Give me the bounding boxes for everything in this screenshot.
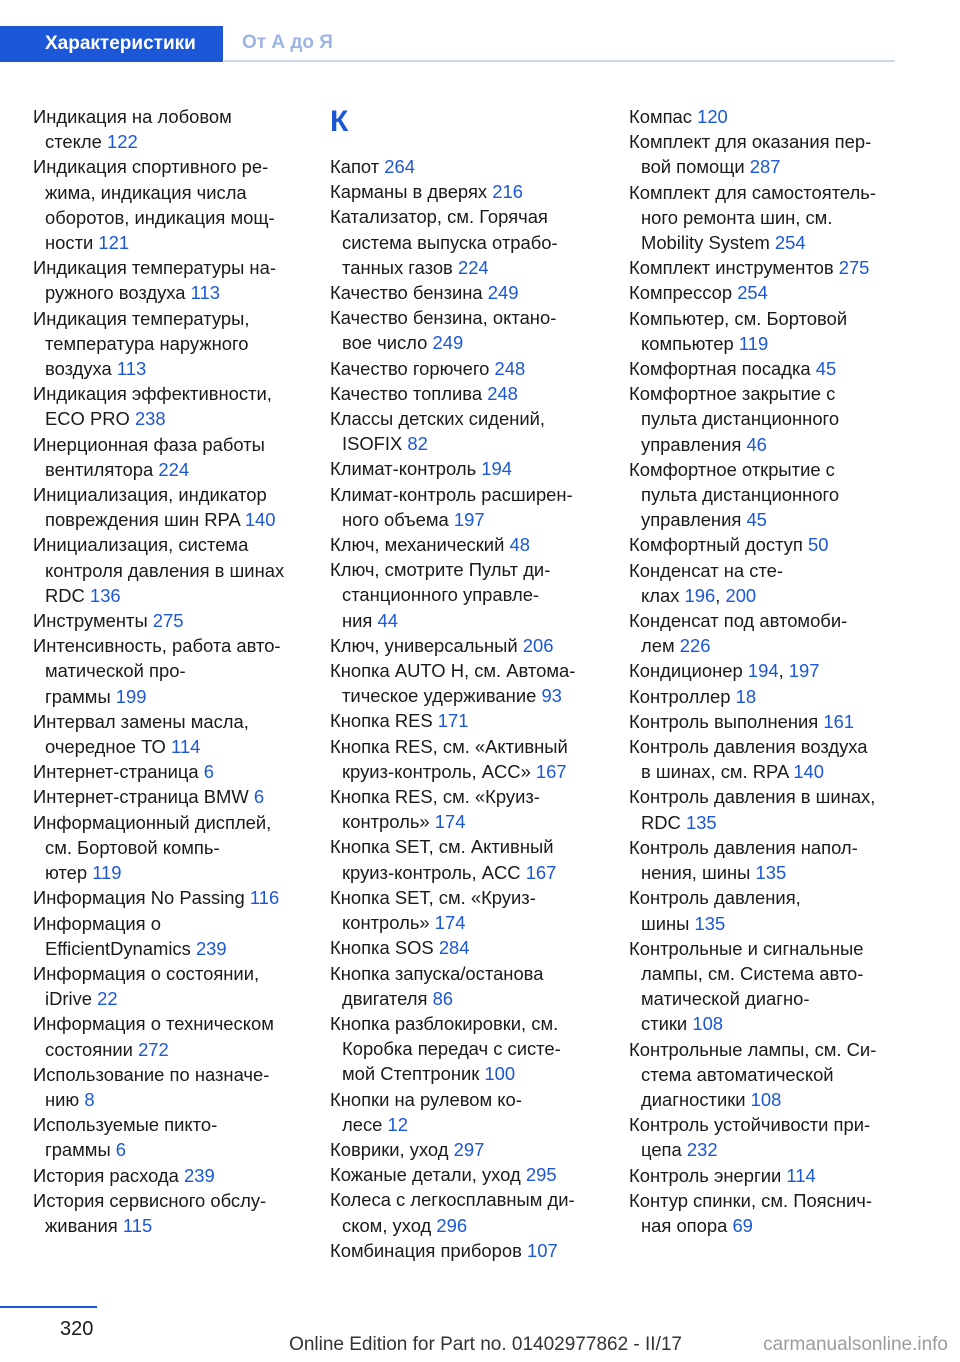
entry-text: Кнопка SET, см. Активный круиз-контроль, ACC [330, 836, 554, 883]
page-link[interactable]: 224 [158, 458, 190, 480]
page-link[interactable]: 135 [755, 862, 787, 884]
entry-text: Индикация температуры на‐ ружного воздуха [33, 257, 276, 304]
entry-text: Капот [330, 156, 380, 177]
index-entry [33, 532, 303, 608]
page-link[interactable]: 107 [527, 1239, 558, 1261]
page-link[interactable]: 18 [735, 685, 757, 707]
entry-text: Компас [629, 106, 692, 127]
page-link[interactable]: 199 [115, 685, 147, 707]
page-link[interactable]: 122 [106, 131, 138, 153]
page-link[interactable]: 6 [115, 1139, 127, 1161]
index-entry [629, 129, 899, 179]
entry-text: Конденсат под автомоби‐ лем [629, 610, 848, 657]
entry-text: Контроллер [629, 685, 731, 707]
index-entry [33, 709, 303, 759]
entry-text: Комфортная посадка [629, 358, 811, 380]
entry-text: Кожаные детали, уход [330, 1164, 521, 1186]
index-entry [330, 1011, 600, 1087]
index-column-1 [33, 104, 303, 1238]
index-entry [33, 911, 303, 961]
index-entry [330, 1137, 600, 1162]
page-link[interactable]: 161 [823, 710, 855, 732]
index-entry [629, 835, 899, 885]
index-entry [33, 432, 303, 482]
index-entry [330, 482, 600, 532]
page-link[interactable]: 197 [453, 508, 485, 530]
page-link[interactable]: 239 [183, 1164, 215, 1186]
index-entry [330, 280, 600, 305]
index-entry [629, 1163, 899, 1188]
entry-text: Использование по назначе‐ нию [33, 1063, 270, 1110]
index-entry [33, 759, 303, 784]
entry-text: Информация о EfficientDynamics [33, 912, 191, 959]
index-entry [629, 885, 899, 935]
entry-text: Комбинация приборов [330, 1239, 522, 1261]
header [0, 26, 895, 62]
entry-text: Кнопка RES [330, 710, 433, 732]
tab-a-to-z[interactable]: От А до Я [224, 26, 895, 62]
page-link[interactable]: 86 [432, 987, 454, 1009]
page-link[interactable]: 167 [525, 861, 557, 883]
entry-text: Качество горючего [330, 357, 490, 379]
entry-text: Интервал замены масла, очередное ТО [33, 710, 249, 758]
entry-text: Индикация спортивного ре‐ жима, индикация числа оборотов, индикация мощ‐ ности [33, 156, 275, 254]
entry-text: Инерционная фаза работы вентилятора [33, 433, 265, 480]
index-entry [629, 1037, 899, 1113]
page-link[interactable]: 248 [487, 382, 518, 404]
page-link[interactable]: 206 [522, 634, 554, 656]
entry-text: Кнопка AUTO H, см. Автома‐ тическое удерживание [330, 660, 576, 707]
index-entry [330, 961, 600, 1011]
page-link[interactable]: 171 [437, 710, 469, 732]
entry-text: Кондиционер [629, 660, 743, 682]
entry-text: Контрольные и сигнальные лампы, см. Система авто‐ матической диагно‐ стики [629, 937, 864, 1035]
page-link[interactable]: 48 [509, 534, 530, 556]
index-entry [629, 734, 899, 784]
entry-text: Индикация эффективности, ECO PRO [33, 383, 272, 430]
page-link[interactable]: 239 [195, 937, 227, 959]
index-entry [33, 784, 303, 809]
index-entry [33, 255, 303, 305]
entry-text: Используемые пикто‐ граммы [33, 1114, 218, 1161]
page-link[interactable]: 200 [725, 584, 757, 606]
entry-text: Индикация температуры, температура наружного воздуха [33, 307, 250, 380]
page-link[interactable]: 135 [685, 811, 717, 833]
entry-text: Колеса с легкосплавным ди‐ ском, уход [330, 1189, 575, 1236]
index-entry [330, 532, 600, 557]
entry-text: Кнопка RES, см. «Круиз- контроль» [330, 786, 540, 833]
entry-text: Кнопка RES, см. «Активный круиз-контроль, ACC» [330, 735, 568, 782]
index-entry [629, 356, 899, 381]
entry-text: Информация о техническом состоянии [33, 1013, 274, 1060]
entry-text: Кнопка запуска/останова двигателя [330, 962, 544, 1009]
entry-text: Карманы в дверях [330, 181, 488, 203]
entry-text: Интенсивность, работа авто‐ матической про‐ граммы [33, 635, 281, 707]
index-entry [629, 1112, 899, 1162]
index-entry: Кондиционер 194, 197 [629, 660, 820, 682]
entry-text: Климат-контроль расширен‐ ного объема [330, 483, 573, 530]
page-link[interactable]: 93 [541, 685, 562, 707]
index-entry [33, 154, 303, 255]
page-link[interactable]: 249 [487, 282, 519, 304]
index-entry [330, 456, 600, 481]
index-entry [629, 784, 899, 834]
index-entry [330, 557, 600, 633]
index-entry [629, 1188, 899, 1238]
entry-text: Контур спинки, см. Пояснич‐ ная опора [629, 1189, 872, 1236]
entry-text: Качество топлива [330, 382, 483, 404]
entry-text: Компрессор [629, 282, 733, 304]
entry-text: Комплект для самостоятель‐ ного ремонта шин, см. Mobility System [629, 181, 876, 254]
tab-characteristics[interactable]: Характеристики [0, 26, 223, 62]
entry-text: Конденсат на сте‐ клах [629, 559, 784, 606]
index-entry [330, 1162, 600, 1187]
page-link[interactable]: 108 [692, 1013, 724, 1035]
page-link[interactable]: 45 [746, 509, 767, 531]
page-link[interactable]: 136 [89, 584, 121, 606]
entry-text: Компьютер, см. Бортовой компьютер [629, 307, 848, 354]
page-link[interactable]: 115 [122, 1214, 153, 1236]
entry-text: Контроль выполнения [629, 710, 819, 732]
page-link[interactable]: 119 [92, 862, 122, 884]
index-entry [33, 1188, 303, 1238]
entry-text: Информация о состоянии, iDrive [33, 962, 260, 1010]
entry-text: Контроль давления воздуха в шинах, см. RPA [629, 736, 868, 783]
entry-text: Инициализация, система контроля давления в шинах RDC [33, 534, 285, 606]
page-link[interactable]: 196 [684, 584, 716, 606]
index-entry [33, 306, 303, 382]
page-link[interactable]: 140 [244, 509, 276, 531]
index-entry [330, 406, 600, 456]
entry-text: Комплект инструментов [629, 257, 834, 279]
page-link[interactable]: 114 [786, 1164, 816, 1186]
entry-text: Комфортное закрытие с пульта дистанционного управления [629, 383, 840, 455]
entry-text: Кнопки на рулевом ко‐ лесе [330, 1088, 522, 1135]
entry-text: Катализатор, см. Горячая система выпуска отрабо‐ танных газов [330, 206, 558, 278]
index-entry [629, 104, 899, 129]
index-entry [330, 381, 600, 406]
page-link[interactable]: 135 [694, 912, 726, 934]
index-entry [330, 154, 600, 179]
index-entry [330, 1087, 600, 1137]
entry-text: Контрольные лампы, см. Си‐ стема автоматической диагностики [629, 1038, 877, 1110]
index-entry [629, 306, 899, 356]
entry-text: История расхода [33, 1164, 179, 1186]
index-column-3 [629, 104, 899, 1238]
page-link[interactable]: 284 [438, 937, 470, 959]
entry-text: История сервисного обслу‐ живания [33, 1189, 267, 1236]
entry-text: Контроль энергии [629, 1164, 782, 1186]
index-entry [33, 482, 303, 532]
page-link[interactable]: 248 [494, 357, 526, 379]
page-link[interactable]: 12 [387, 1113, 408, 1135]
entry-text: Комплект для оказания пер‐ вой помощи [629, 131, 872, 178]
index-entry [33, 961, 303, 1011]
index-entry [330, 734, 600, 784]
page-link[interactable]: 50 [808, 534, 829, 556]
index-entry [33, 1011, 303, 1061]
edition-info: Online Edition for Part no. 01402977862 - II/17 [289, 1334, 682, 1355]
index-entry [33, 104, 303, 154]
page-link[interactable]: 254 [737, 282, 768, 304]
index-entry [629, 684, 899, 709]
page-link[interactable]: 287 [749, 156, 781, 178]
section-letter: К [330, 105, 349, 138]
page-link[interactable]: 296 [436, 1214, 468, 1236]
entry-text: Комфортное открытие с пульта дистанционного управления [629, 458, 840, 531]
entry-text: Ключ, смотрите Пульт ди‐ станционного управле‐ ния [330, 559, 551, 631]
index-entry [330, 1238, 600, 1263]
index-column-2 [330, 104, 600, 1263]
index-entry [330, 658, 600, 708]
index-entry [330, 633, 600, 658]
page-link[interactable]: 116 [249, 887, 280, 909]
entry-text: Кнопка разблокировки, см. Коробка передач с систе‐ мой Стептроник [330, 1012, 561, 1085]
index-entry [330, 885, 600, 935]
page-link[interactable]: 226 [679, 635, 711, 657]
page-link[interactable]: 120 [697, 106, 728, 127]
page-link[interactable]: 6 [203, 761, 214, 783]
index-entry [629, 457, 899, 533]
page-link[interactable]: 264 [384, 156, 415, 177]
entry-text: Информация No Passing [33, 887, 245, 909]
page-link[interactable]: 167 [535, 760, 567, 782]
page-link[interactable]: 100 [484, 1063, 516, 1085]
page-link[interactable]: 45 [815, 358, 837, 380]
entry-text: Качество бензина, октано‐ вое число [330, 307, 557, 354]
page-link[interactable]: 6 [253, 786, 265, 808]
watermark: carmanualsonline.info [763, 1334, 948, 1355]
index-entry [33, 1062, 303, 1112]
entry-text: Информационный дисплей, см. Бортовой компь‐ ютер [33, 811, 272, 884]
page-link[interactable]: 8 [84, 1088, 95, 1110]
page-link[interactable]: 114 [170, 736, 201, 758]
page-link[interactable]: 275 [152, 610, 184, 632]
entry-text: Контроль давления в шинах, RDC [629, 786, 876, 833]
entry-text: Качество бензина [330, 282, 483, 304]
page-link[interactable]: 140 [793, 761, 825, 783]
index-entry [33, 1163, 303, 1188]
entry-text: Контроль устойчивости при‐ цепа [629, 1114, 871, 1161]
index-entry [330, 784, 600, 834]
index-entry [629, 936, 899, 1037]
page-link[interactable]: 249 [432, 332, 464, 354]
index-entry [33, 1112, 303, 1162]
entry-text: Ключ, универсальный [330, 634, 518, 656]
entry-text: Коврики, уход [330, 1138, 449, 1160]
page-link[interactable]: 232 [686, 1139, 718, 1161]
page-link[interactable]: 272 [138, 1038, 169, 1060]
page-link[interactable]: 69 [732, 1214, 753, 1236]
page-link[interactable]: 44 [377, 609, 398, 631]
page-link[interactable]: 113 [190, 282, 220, 304]
index-entry [33, 608, 303, 633]
index-entry [629, 255, 899, 280]
footer-divider [0, 1306, 97, 1308]
entry-text: Кнопка SET, см. «Круиз- контроль» [330, 886, 536, 934]
index-entry [33, 885, 303, 910]
page-link[interactable]: 194 [747, 660, 779, 682]
page-link[interactable]: 46 [746, 433, 767, 455]
page-link[interactable]: 197 [788, 660, 820, 682]
index-entry [330, 935, 600, 960]
entry-text: Интернет-страница [33, 761, 199, 783]
entry-text: Комфортный доступ [629, 534, 803, 556]
index-entry [629, 180, 899, 256]
index-entry [330, 1187, 600, 1237]
page-link[interactable]: 22 [97, 988, 118, 1010]
entry-text: Интернет-страница BMW [33, 786, 249, 808]
page-link[interactable]: 121 [98, 232, 130, 254]
index-entry [330, 356, 600, 381]
page-number: 320 [60, 1318, 94, 1340]
page-link[interactable]: 82 [407, 433, 428, 455]
page-link[interactable]: 119 [738, 332, 769, 354]
entry-text: Кнопка SOS [330, 937, 434, 959]
index-entry [629, 532, 899, 557]
page-link[interactable]: 238 [134, 408, 166, 430]
index-entry [330, 708, 600, 733]
index-entry [330, 305, 600, 355]
entry-text: Инициализация, индикатор повреждения шин RPA [33, 484, 267, 531]
index-entry [629, 381, 899, 457]
index-entry [330, 834, 600, 884]
index-entry [330, 179, 600, 204]
index-entry [33, 381, 303, 431]
page-link[interactable]: 275 [838, 257, 870, 279]
page-link[interactable]: 297 [453, 1138, 485, 1160]
page-link[interactable]: 216 [492, 181, 523, 203]
page-link[interactable]: 108 [750, 1088, 782, 1110]
entry-text: Индикация на лобовом стекле [33, 106, 232, 153]
page-link[interactable]: 224 [457, 256, 489, 278]
index-entry [330, 204, 600, 280]
index-entry [33, 810, 303, 886]
entry-text: Ключ, механический [330, 534, 505, 556]
index-entry [629, 280, 899, 305]
page-link[interactable]: 174 [434, 811, 466, 833]
page-link[interactable]: 174 [434, 912, 466, 934]
page-link[interactable]: 295 [525, 1164, 557, 1186]
entry-text: Контроль давления напол‐ нения, шины [629, 836, 858, 884]
entry-text: Инструменты [33, 610, 148, 632]
index-entry: Конденсат на сте‐ клах 196, 200 [629, 559, 784, 606]
entry-text: Контроль давления, шины [629, 887, 801, 934]
index-entry [629, 608, 899, 658]
entry-text: Классы детских сидений, ISOFIX [330, 408, 546, 455]
page-link[interactable]: 113 [116, 358, 147, 380]
index-entry [629, 709, 899, 734]
index-entry [33, 633, 303, 709]
page-link[interactable]: 254 [774, 232, 806, 254]
page-link[interactable]: 194 [481, 458, 512, 480]
entry-text: Климат-контроль [330, 458, 477, 480]
